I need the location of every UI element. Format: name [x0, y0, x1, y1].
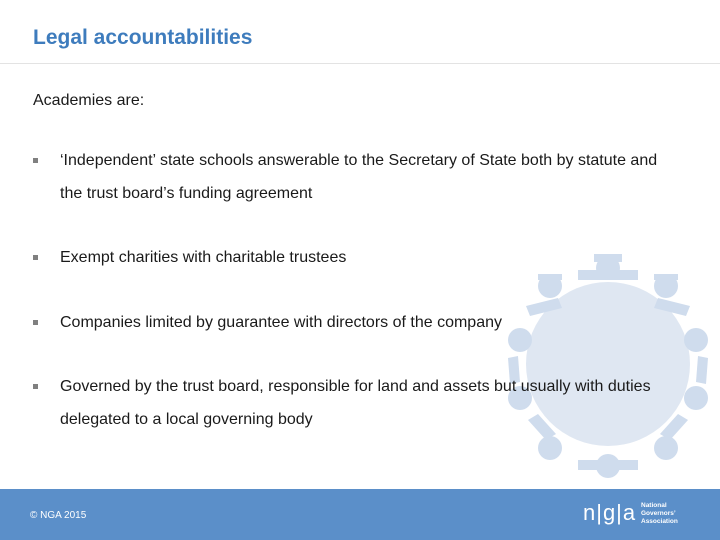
nga-logo [583, 500, 713, 530]
list-item [33, 241, 683, 274]
list-item-text: ‘Independent’ state schools answerable to the Secretary of State both by statute and the trust board’s funding agreement [60, 152, 658, 202]
people-circle-icon [498, 248, 720, 486]
logo-word: Governors’ [641, 510, 676, 517]
page-title: Legal accountabilities [33, 26, 253, 49]
copyright-text: © NGA 2015 [30, 510, 87, 521]
square-bullet-icon [33, 320, 38, 325]
list-item [33, 306, 683, 339]
list-item [33, 144, 683, 210]
intro-text: Academies are: [33, 92, 145, 109]
list-item-text: Exempt charities with charitable trustees [60, 249, 347, 266]
footer-bar [0, 489, 720, 540]
logo-word: National [641, 502, 667, 509]
logo-mark: n|g|a [583, 500, 637, 525]
list-item-text: Companies limited by guarantee with directors of the company [60, 314, 502, 331]
square-bullet-icon [33, 158, 38, 163]
list-item [33, 370, 683, 436]
logo-word: Association [641, 518, 678, 525]
square-bullet-icon [33, 384, 38, 389]
title-divider [0, 63, 720, 64]
logo-wordmark [641, 502, 678, 526]
list-item-text: Governed by the trust board, responsible for land and assets but usually with duties delegated to a local governing body [60, 378, 651, 428]
square-bullet-icon [33, 255, 38, 260]
